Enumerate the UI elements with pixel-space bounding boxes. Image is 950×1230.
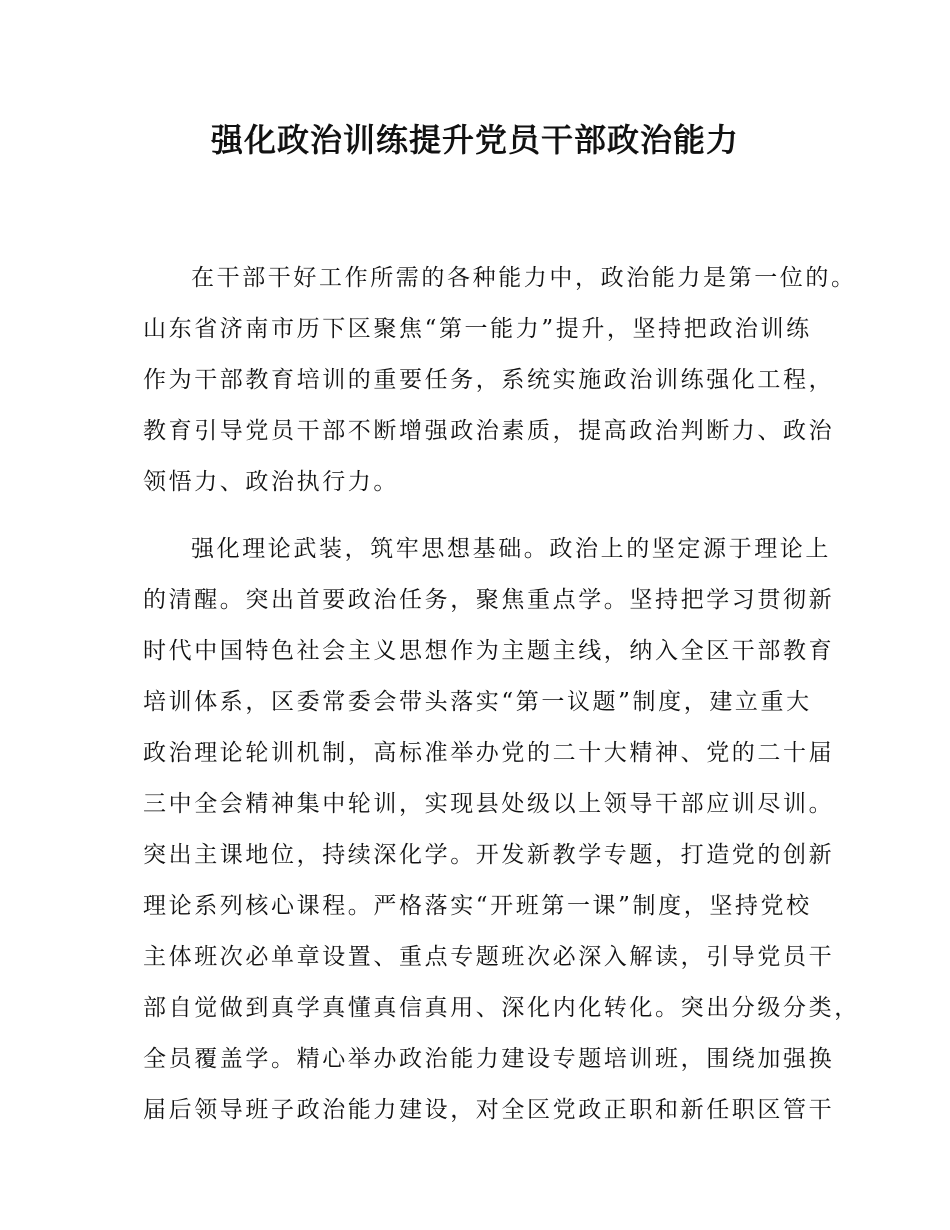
text-line: 突出主课地位，持续深化学。开发新教学专题，打造党的创新 [143,842,835,868]
text-line: 山东省济南市历下区聚焦“第一能力”提升，坚持把政治训练 [143,316,812,342]
text-line: 作为干部教育培训的重要任务，系统实施政治训练强化工程， [143,367,835,393]
text-line: 时代中国特色社会主义思想作为主题主线，纳入全区干部教育 [143,638,835,664]
text-line: 强化理论武装，筑牢思想基础。政治上的坚定源于理论上 [191,536,831,562]
document-title: 强化政治训练提升党员干部政治能力 [210,121,739,159]
text-line: 三中全会精神集中轮训，实现县处级以上领导干部应训尽训。 [143,791,835,817]
paragraph-spacer [143,508,833,524]
text-line: 部自觉做到真学真懂真信真用、深化内化转化。突出分级分类， [143,995,860,1021]
text-line: 届后领导班子政治能力建设，对全区党政正职和新任职区管干 [143,1097,835,1123]
text-line: 领悟力、政治执行力。 [143,469,399,495]
paragraph-2 [143,524,860,1136]
paragraph-1 [143,253,857,508]
text-line: 在干部干好工作所需的各种能力中，政治能力是第一位的。 [191,265,857,291]
text-line: 教育引导党员干部不断增强政治素质，提高政治判断力、政治 [143,418,835,444]
text-line: 理论系列核心课程。严格落实“开班第一课”制度，坚持党校 [143,893,812,919]
text-line: 全员覆盖学。精心举办政治能力建设专题培训班，围绕加强换 [143,1046,835,1072]
text-line: 培训体系，区委常委会带头落实“第一议题”制度，建立重大 [143,689,812,715]
document-body [143,253,860,1136]
text-line: 政治理论轮训机制，高标准举办党的二十大精神、党的二十届 [143,740,835,766]
text-line: 的清醒。突出首要政治任务，聚焦重点学。坚持把学习贯彻新 [143,587,835,613]
text-line: 主体班次必单章设置、重点专题班次必深入解读，引导党员干 [143,944,835,970]
